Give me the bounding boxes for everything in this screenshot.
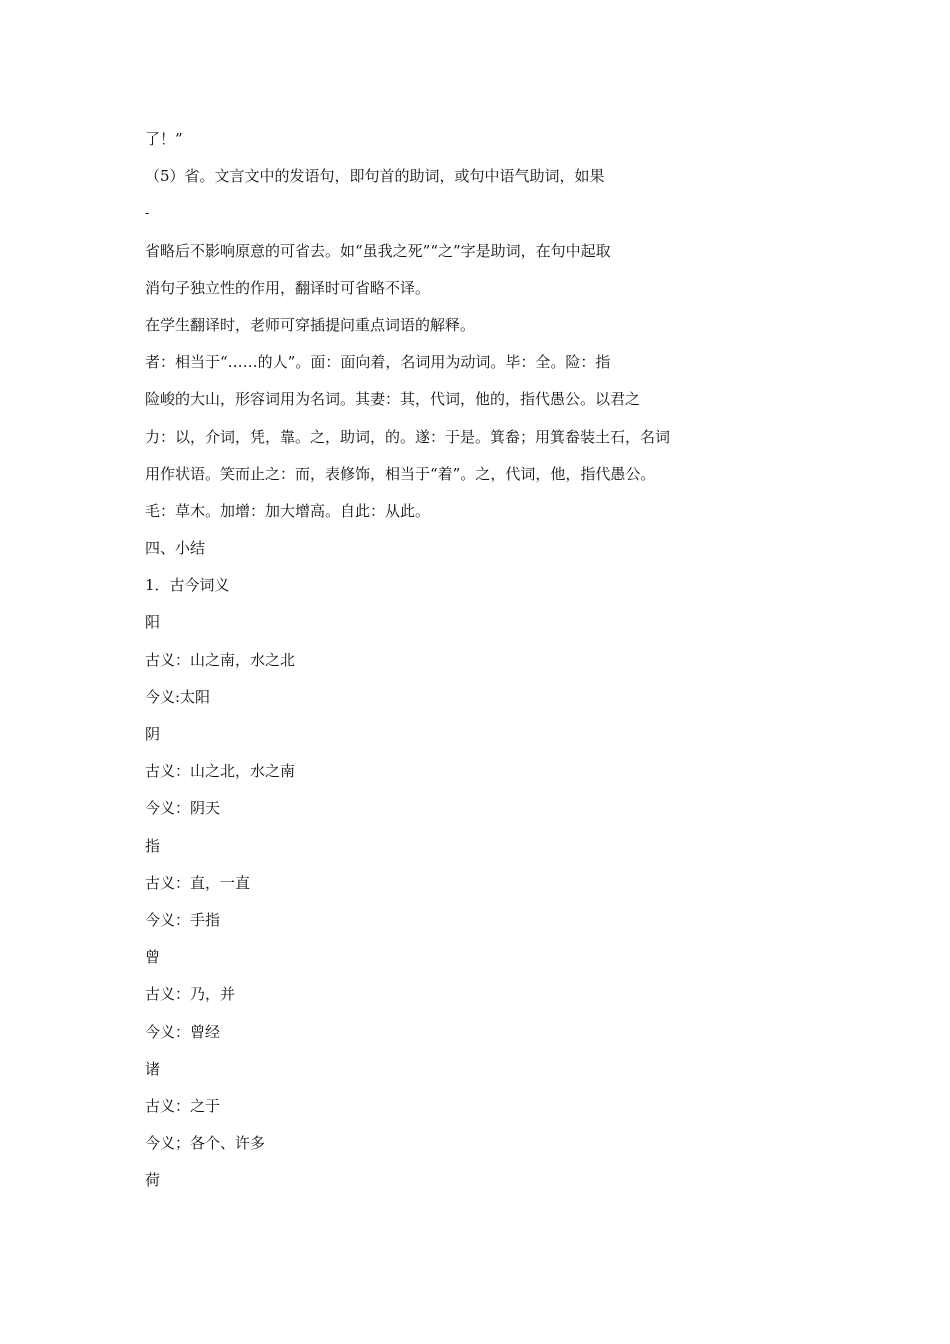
modern-meaning: 今义:太阳 [145, 687, 211, 706]
text-line: 省略后不影响原意的可省去。如“虽我之死”“之”字是助词，在句中起取 [145, 241, 611, 260]
ancient-meaning: 古义：之于 [145, 1096, 221, 1115]
text-line: 消句子独立性的作用，翻译时可省略不译。 [145, 278, 431, 297]
ancient-meaning: 古义：直，一直 [145, 873, 251, 892]
term-word: 阴 [145, 725, 161, 743]
term-word: 诸 [145, 1059, 161, 1078]
text-line: 了！” [145, 130, 183, 148]
ancient-meaning: 古义：山之南，水之北 [145, 650, 296, 669]
modern-meaning: 今义：手指 [145, 910, 221, 929]
text-line: 用作状语。笑而止之：而，表修饰，相当于“着”。之，代词，他，指代愚公。 [145, 464, 656, 483]
ancient-meaning: 古义：乃，并 [145, 985, 236, 1004]
text-line: 毛：草木。加增：加大增高。自此：从此。 [145, 501, 431, 520]
modern-meaning: 今义：曾经 [145, 1022, 221, 1041]
text-line: - [145, 206, 150, 222]
document-body [145, 121, 805, 1199]
term-word: 阳 [145, 613, 161, 632]
modern-meaning: 今义：阴天 [145, 799, 221, 818]
ancient-meaning: 古义：山之北，水之南 [145, 762, 296, 781]
text-line: 险峻的大山，形容词用为名词。其妻：其，代词，他的，指代愚公。以君之 [145, 390, 641, 409]
section-heading: 四、小结 [145, 539, 206, 558]
subsection-heading: 1．古今词义 [145, 576, 230, 595]
text-line: （5）省。文言文中的发语句，即句首的助词，或句中语气助词，如果 [145, 167, 605, 186]
term-word: 曾 [145, 948, 161, 967]
term-word: 荷 [145, 1171, 161, 1190]
text-line: 在学生翻译时，老师可穿插提问重点词语的解释。 [145, 315, 476, 334]
text-line: 力：以，介词，凭，靠。之，助词，的。遂：于是。箕畚；用箕畚装土石，名词 [145, 427, 671, 446]
modern-meaning: 今义；各个、许多 [145, 1134, 266, 1153]
term-word: 指 [145, 836, 161, 855]
text-line: 者：相当于“……的人”。面：面向着，名词用为动词。毕：全。险：指 [145, 353, 611, 372]
